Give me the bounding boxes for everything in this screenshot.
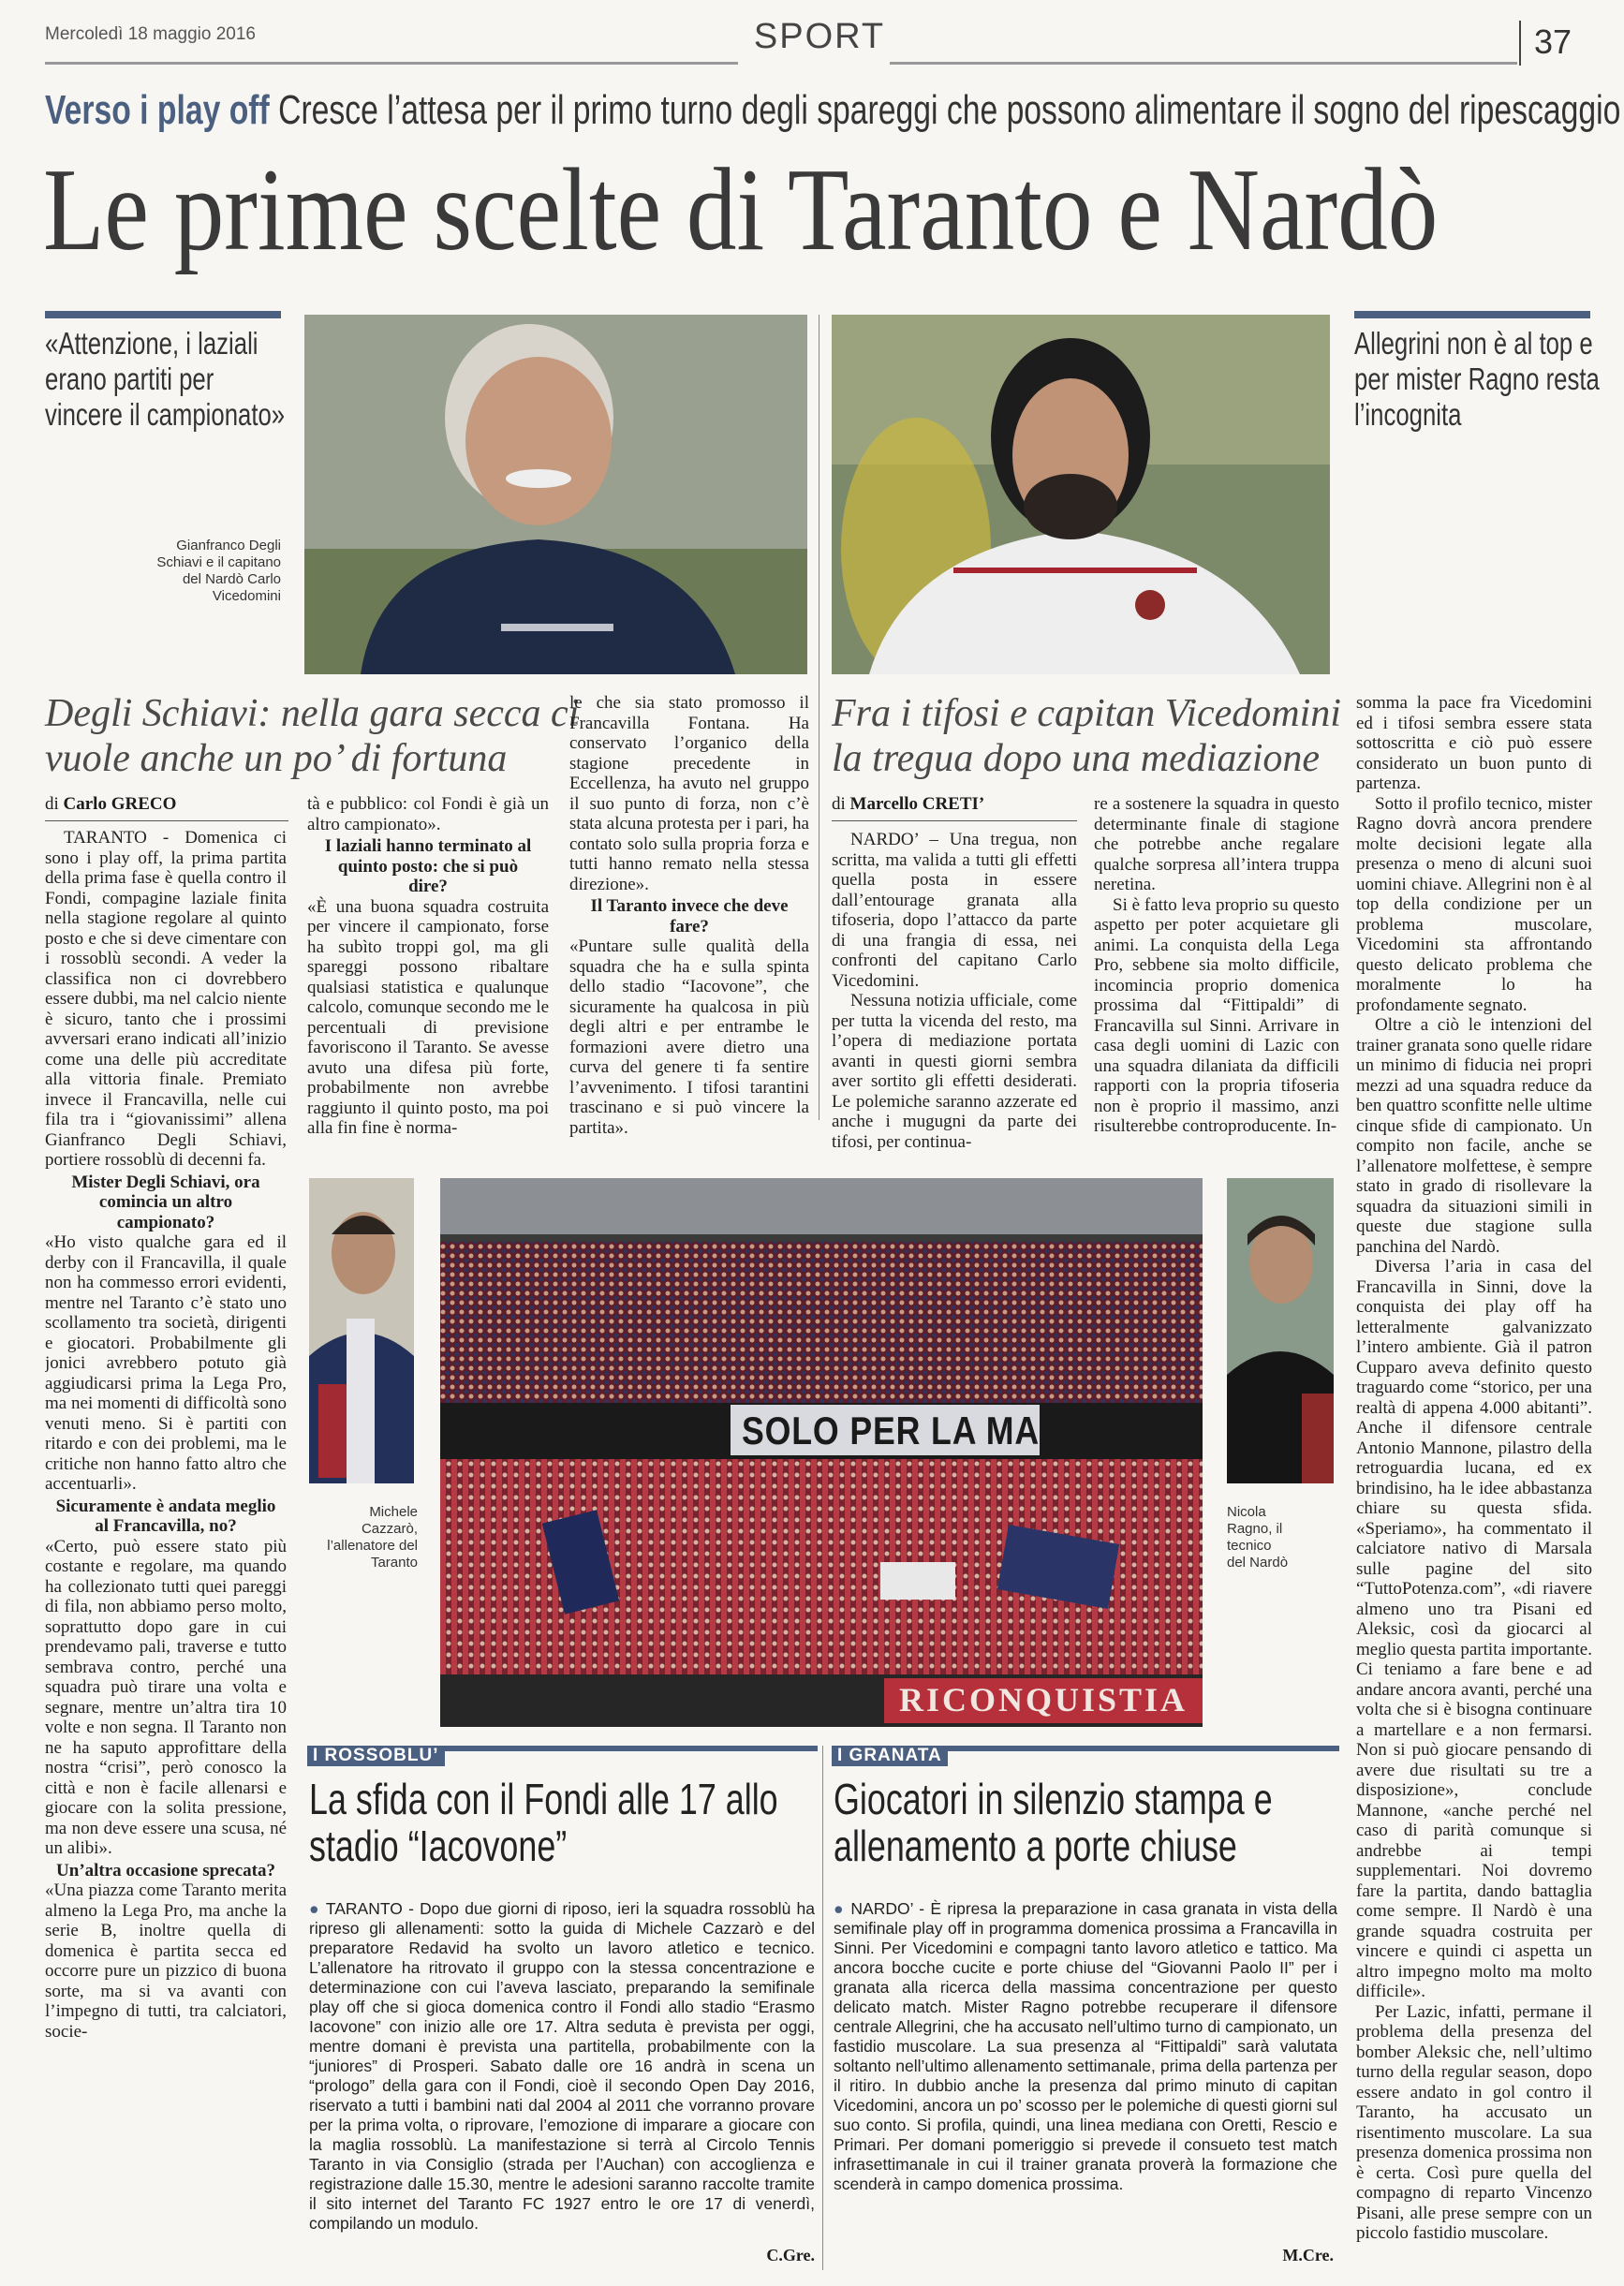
photo-top-left-caption: Gianfranco Degli Schiavi e il capitano del Nardò Carlo Vicedomini (156, 538, 281, 604)
issue-date: Mercoledì 18 maggio 2016 (45, 24, 256, 44)
right-article-headline: Fra i tifosi e capitan Vicedomini la tregua dopo una mediazione (832, 692, 1341, 780)
box-right-signature: M.Cre. (1282, 2246, 1334, 2264)
left-col1-p1: TARANTO - Domenica ci sono i play off, la prima partita della prima fase è quella contro il Fondi, compagine laziale finita nella stagione regolare al quinto posto e che si deve cimentare con i rossoblù secondi. A veder la classifica non ci dovrebbero essere dubbi, ma nel calcio niente è sicuro, tanto che i prossimi avversari erano indicati all’inizio come una delle più accreditate alla vittoria finale. Premiato invece il Francavilla, nelle cui fila tra i “giovanissimi” allena Gianfranco Degli Schiavi, portiere rossoblù di decenni fa. (45, 828, 287, 1170)
left-article-col3 (569, 693, 809, 1171)
left-byline-prefix: di (45, 794, 59, 814)
right-col3-p2: Sotto il profilo tecnico, mister Ragno dovrà ancora prendere molte decisioni legate alla presenza o meno di alcuni suoi uomini chiave. Allegrini non è al top della condizione per un problema muscolare, Vicedomini sta affrontando questo delicato problema che moralmente lo ha profondamente segnato. (1356, 793, 1592, 1015)
box-right-headline: Giocatori in silenzio stampa e allenamento a porte chiuse (834, 1775, 1273, 1870)
photo-ragno (1227, 1178, 1334, 1483)
right-col2-p1: re a sostenere la squadra in questo determinante finale di stagione che potrebbe anche regalare qualche sorpresa all’intera truppa neretina. (1094, 794, 1339, 894)
right-col2-p2: Si è fatto leva proprio su questo aspetto per poter acquietare gli animi. La conquista della Lega Pro, sebbene sia molto difficile, incomincia proprio domenica prossima dal “Fittipaldi” di Francavilla sul Sinni. Arrivare in casa degli uomini di Lazic con una squadra dilaniata da difficili rapporti con la propria tifoseria non è proprio il massimo, anzi risulterebbe controproducente. In- (1094, 894, 1339, 1136)
right-col3-p3: Oltre a ciò le intenzioni del trainer granata sono quelle ridare un minimo di fiducia nei propri mezzi ad una squadra reduce da ben quattro sconfitte nelle ultime cinque sfide di campionato. Un compito non facile, anche se l’allenatore molfettese, è sempre stato in grado di risollevare la squadra da situazioni simili in queste due stagione sulla panchina del Nardò. (1356, 1015, 1592, 1257)
box-right-bullet: ● (834, 1899, 846, 1918)
left-byline-rule (45, 820, 288, 821)
left-article-byline (45, 794, 335, 815)
photo-vicedomini (832, 315, 1330, 674)
left-a1: «Ho visto qualche gara ed il derby con il Francavilla, il quale non ha commesso errori evidenti, mentre nel Taranto c’è stato uno scollamento tra società, dirigenti e giocatori. Probabilmente gli jonici avrebbero potuto già aggiudicarsi prima la Lega Pro, ma nei momenti di difficoltà sono venuti meno. Si è partiti con ritardo e con dei problemi, ma le critiche non hanno fatto altro che accentuarli». (45, 1232, 287, 1494)
right-article-col2 (1094, 794, 1339, 1167)
right-col3-p5: Per Lazic, infatti, permane il problema della presenza del bomber Aleksic che, nell’ultimo turno della regular season, dopo essere andato in gol contro il Taranto, ha accusato un risentimento muscolare. La sua presenza domenica prossima non è certa. Così pure quella del compagno di reparto Vincenzo Pisani, alle prese sempre con un piccolo fastidio muscolare. (1356, 2001, 1592, 2243)
kicker-label: Verso i play off (45, 87, 270, 133)
cazzaro-illustration (309, 1178, 414, 1483)
quote-right-bar (1354, 311, 1590, 318)
right-col3-p4: Diversa l’aria in casa del Francavilla in Sinni, dove la conquista dei play off ha letteralmente galvanizzato l’intero ambiente. Già il patron Cupparo aveva definito questo traguardo come “storico, per una realtà di appena 4.000 abitanti”. Anche il difensore centrale Antonio Mannone, pilastro della retroguardia lucana, ed ex brindisino, ha le idee abbastanza chiare su questa sfida. «Speriamo», ha commentato il calciatore nativo di Marsala sulle pagine del sito “TuttoPotenza.com”, «di riavere almeno uno tra Pisani ed Aleksic, così da giocarci al meglio questa partita importante. Ci teniamo a fare bene e ad andare ancora avanti, perché una volta che si è bisogna continuare a martellare e a non fermarsi. Non si può giocare pensando di avere due risultati su tre a disposizione», conclude Mannone, «anche perché nel caso di parità comunque si andrebbe ai tempi supplementari. Noi dovremo fare la partita, dando battaglia come sempre. Il Nardò è una grande squadra costruita per vincere e quindi ci aspetta un altro impegno molto ma molto difficile». (1356, 1257, 1592, 2001)
photo-stadium-crowd (440, 1178, 1203, 1727)
left-a3: «Una piazza come Taranto merita almeno la Lega Pro, ma anche la serie B, inoltre quella di domenica è partita secca ed occorre pure un pizzico di buona sorte, ma si va avanti con l’impegno di tutti, tra calciatori, socie- (45, 1880, 287, 2042)
box-left-headline: La sfida con il Fondi alle 17 allo stadio “Iacovone” (309, 1775, 778, 1870)
right-byline-prefix: di (832, 794, 846, 814)
divider-vertical-bottom (822, 1746, 823, 2270)
left-q5: Il Taranto invece che deve fare? (590, 896, 789, 937)
box-left-body (309, 1899, 815, 2255)
vicedomini-illustration (832, 315, 1330, 674)
right-article-col1 (832, 830, 1077, 1167)
right-byline-rule (832, 820, 1077, 821)
right-col1-p1: NARDO’ – Una tregua, non scritta, ma valida a tutti gli effetti quella posta in essere dall’entourage granata alla tifoseria, dopo l’attacco da parte di una frangia di essa, nei confronti del capitano Carlo Vicedomini. (832, 830, 1077, 991)
box-left-bullet: ● (309, 1899, 320, 1918)
photo-degli-schiavi (304, 315, 807, 674)
quote-left-bar (45, 311, 281, 318)
left-col2-start: tà e pubblico: col Fondi è già un altro campionato». (307, 794, 549, 834)
left-byline-name: Carlo GRECO (63, 794, 177, 814)
page-number-box (1519, 21, 1592, 66)
stadium-banner-text-2: RICONQUISTIA (899, 1681, 1188, 1718)
right-col1-p2: Nessuna notizia ufficiale, come per tutta la vicenda del resto, ma l’opera di mediazione portata avanti in questi giorni sembra aver sortito gli effetti desiderati. Le polemiche saranno azzerate ed anche i mugugni da parte dei tifosi, per continua- (832, 991, 1077, 1152)
left-a2: «Certo, può essere stato più costante e regolare, ma quando ha collezionato tutti quei pareggi di fila, non abbiamo perso molto, soprattutto dopo gare in cui prendevamo pali, traverse e tutto sembrava contro, perché una squadra può tirare una volta e segnare, mentre un’altra tira 10 volte e non segna. Il Taranto non ne ha saputo approfittare della nostra “crisi”, però conosco la città e non è facile allenarsi e giocare con la solita pressione, ma non deve essere una scusa, né un alibi». (45, 1536, 287, 1858)
right-col3-p1: somma la pace fra Vicedomini ed i tifosi sembra essere stata sottoscritta e ciò può essere considerato un buon punto di partenza. (1356, 693, 1592, 793)
kicker (45, 86, 1621, 135)
left-q3: Un’altra occasione sprecata? (56, 1860, 275, 1880)
left-a5: «Puntare sulle qualità della squadra che ha e sulla spinta dello stadio “Iacovone”, che sicuramente ha qualcosa in più degli altri e per entrambe le formazioni avere dietro una curva del genere ti fa sentire l’avvenimento. I tifosi tarantini trascinano e si può vincere la partita». (569, 937, 809, 1138)
photo-cazzaro (309, 1178, 414, 1483)
left-q4: I laziali hanno terminato al quinto posto: che si può dire? (324, 836, 532, 896)
stadium-banner-text: SOLO PER LA MA (742, 1408, 1041, 1453)
right-byline-name: Marcello CRETI’ (849, 794, 985, 814)
kicker-text: Cresce l’attesa per il primo turno degli spareggi che possono alimentare il sogno del ripescaggio (278, 87, 1621, 133)
page-number: 37 (1534, 22, 1572, 61)
right-article-byline (832, 794, 1085, 815)
left-article-col1 (45, 828, 287, 2266)
box-right-tag: I GRANATA (832, 1746, 948, 1766)
quote-left: «Attenzione, i laziali erano partiti per vincere il campionato» (45, 326, 286, 432)
photo-ragno-caption: Nicola Ragno, il tecnico del Nardò (1227, 1504, 1289, 1571)
degli-schiavi-illustration (304, 315, 807, 674)
box-right-text: NARDO’ - È ripresa la preparazione in casa granata in vista della semifinale play off in programma domenica prossima a Francavilla in Sinni. Per Vicedomini e compagni tanto lavoro atletico e tattico. Ma ancora bocche cucite e porte chiuse del “Giovanni Paolo II” per i granata alla ricerca della massima concentrazione per questo delicato match. Mister Ragno potrebbe recuperare il difensore centrale Allegrini, che ha accusato nell’ultimo turno di campionato, un fastidio muscolare. La sua presenza al “Fittipaldi” sarà valutata soltanto nell’ultimo allenamento settimanale, prima della partenza per il ritiro. In dubbio anche la presenza dal primo minuto di capitan Vicedomini, ancora un po’ scosso per le polemiche di questi giorni sul suo conto. Si profila, quindi, una linea mediana con Oretti, Rescio e Primari. Per domani pomeriggio si prevede il consueto test match infrasettimanale in cui il trainer granata proverà la formazione che scenderà in campo domenica prossima. (834, 1899, 1337, 2193)
left-article-headline: Degli Schiavi: nella gara secca ci vuole anche un po’ di fortuna (45, 692, 580, 780)
box-right-body (834, 1899, 1337, 2236)
box-left-signature: C.Gre. (766, 2246, 815, 2264)
section-title: SPORT (753, 17, 886, 56)
ragno-illustration (1227, 1178, 1334, 1483)
left-a4: «È una buona squadra costruita per vincere il campionato, forse ha subìto troppi gol, ma gli spareggi possono ribaltare qualsiasi statistica e qualunque calcolo, comunque secondo me le percentuali di previsione favoriscono il Taranto. Se avesse avuto una difesa più forte, probabilmente non avrebbe raggiunto il quinto posto, ma poi alla fin fine è norma- (307, 896, 549, 1138)
main-headline: Le prime scelte di Taranto e Nardò (43, 145, 1439, 275)
box-left-tag: I ROSSOBLU’ (307, 1746, 445, 1766)
right-article-col3 (1356, 693, 1592, 2266)
header-rule-right (890, 62, 1517, 65)
left-col3-start: le che sia stato promosso il Francavilla Fontana. Ha conservato l’organico della stagione precedente in Eccellenza, ha avuto nel gruppo il suo punto di forza, non c’è stata alcuna protesta per i pari, ha contato solo sulla propria forza e tutti hanno remato nella stessa direzione». (569, 693, 809, 894)
left-q2: Sicuramente è andata meglio al Francavilla, no? (55, 1496, 276, 1536)
left-article-col2 (307, 794, 549, 1169)
photo-cazzaro-caption: Michele Cazzarò, l’allenatore del Taranto (327, 1504, 418, 1571)
left-q1: Mister Degli Schiavi, ora comincia un altro campionato? (71, 1172, 260, 1232)
header-rule-left (45, 62, 738, 65)
quote-right: Allegrini non è al top e per mister Ragno resta l’incognita (1354, 326, 1600, 432)
box-left-text: TARANTO - Dopo due giorni di riposo, ieri la squadra rossoblù ha ripreso gli allenamenti: sotto la guida di Michele Cazzarò e del preparatore Redavid ha svolto un lavoro atletico e tecnico. L’allenatore ha ritrovato il gruppo con la stessa concentrazione e determinazione con cui l’aveva lasciato, preparando la semifinale play off che si gioca domenica contro il Fondi allo stadio “Erasmo Iacovone” con inizio alle ore 17. Altra seduta è prevista per oggi, mentre domani è prevista una partitella, probabilmente con la “juniores” di Prosperi. Sabato dalle ore 16 andrà in scena un “prologo” della gara con il Fondi, cioè il secondo Open Day 2016, riservato a tutti i bambini nati dal 2004 al 2011 che vorranno provare per la prima volta, o riprovare, l’emozione di imparare a giocare con la maglia rossoblù. La manifestazione si terrà al Circolo Tennis Taranto in via Consiglio (strada per l’Auchan) con accoglienza e registrazione dalle 15.30, mentre le adesioni saranno raccolte tramite il sito internet del Taranto FC 1927 entro le ore 17 di venerdì, compilando un modulo. (309, 1899, 815, 2233)
